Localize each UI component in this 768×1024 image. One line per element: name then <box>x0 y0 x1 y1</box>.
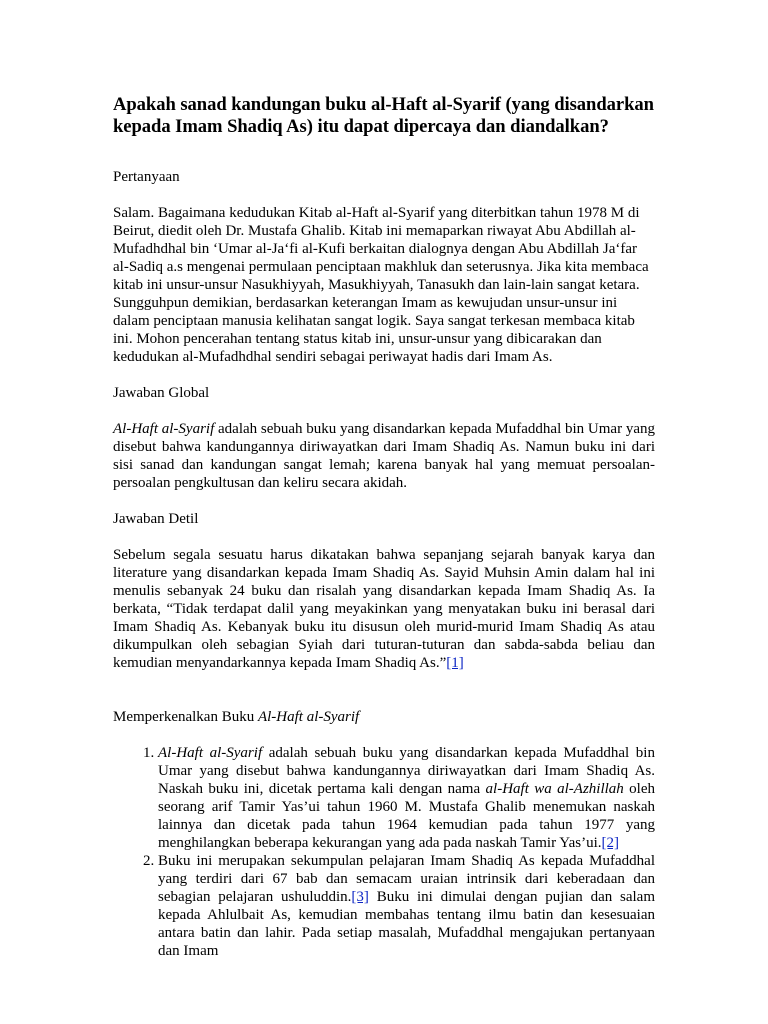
list-item-1-text-b: oleh seorang arif Tamir Yas’ui tahun 1960 M. Mustafa Ghalib menemukan naskah lainnya dan dicetak pada tahun 1964 kemudian pada tahun 1977 yang menghilangkan beberapa kekurangan yang ada pada naskah Tamir Yas’ui. <box>158 781 656 851</box>
spacer <box>113 690 655 708</box>
question-text: Salam. Bagaimana kedudukan Kitab al-Haft al-Syarif yang diterbitkan tahun 1978 M di Beirut, diedit oleh Dr. Mustafa Ghalib. Kitab ini memaparkan riwayat Abu Abdillah al-Mufadhdhal bin ‘Umar al-Ja‘fi al-Kufi berkaitan dialognya dengan Abu Abdillah Ja‘far al-Sadiq a.s mengenai permulaan penciptaan makhluk dan seterusnya. Jika kita membaca kitab ini unsur-unsur Nasukhiyyah, Masukhiyyah, Tanasukh dan lain-lain sangat ketara. Sungguhpun demikian, berdasarkan keterangan Imam as kewujudan unsur-unsur ini dalam penciptaan manusia kelihatan sangat logik. Saya sangat terkesan membaca kitab ini. Mohon pencerahan tentang status kitab ini, unsur-unsur yang dibicarakan dan kedudukan al-Mufadhdhal sendiri sebagai periwayat hadis dari Imam As. <box>113 205 649 365</box>
article-body <box>113 94 655 960</box>
global-answer-text <box>113 420 655 492</box>
list-item-1-book-title: Al-Haft al-Syarif <box>158 745 263 761</box>
intro-heading <box>113 708 655 726</box>
footnote-link-1[interactable]: [1] <box>446 655 464 671</box>
intro-heading-book-title: Al-Haft al-Syarif <box>257 709 360 725</box>
footnote-link-2[interactable]: [2] <box>601 835 620 851</box>
detail-answer-text <box>113 546 655 672</box>
list-item-2-text-b: Buku ini dimulai dengan pujian dan salam kepada Ahlulbait As, kemudian membahas tentang ilmu batin dan kesesuaian antara batin dan lahir. Pada setiap masalah, Mufaddhal mengajukan pertanyaan dan Imam <box>158 889 655 959</box>
intro-list <box>113 744 655 960</box>
detail-answer-body: Sebelum segala sesuatu harus dikatakan bahwa sepanjang sejarah banyak karya dan literature yang disandarkan kepada Imam Shadiq As. Sayid Muhsin Amin dalam hal ini menulis sebanyak 24 buku dan risalah yang disandarkan kepada Imam Shadiq As. Ia berkata, “Tidak terdapat dalil yang meyakinkan yang menyatakan buku ini berasal dari Imam Shadiq As. Kebanyak buku itu disusun oleh murid-murid Imam Shadiq As atau dikumpulkan oleh sebagian Syiah dari tuturan-tuturan dan sabda-sabda beliau dan kemudian menyandarkannya kepada Imam Shadiq As.” <box>113 547 655 671</box>
global-answer-label: Jawaban Global <box>113 385 210 401</box>
list-item-1-alt-title: al-Haft wa al-Azhillah <box>485 781 624 797</box>
page-title: Apakah sanad kandungan buku al-Haft al-Syarif (yang disandarkan kepada Imam Shadiq As) itu dapat dipercaya dan diandalkan? <box>113 94 654 137</box>
footnote-link-3[interactable]: [3] <box>351 889 369 905</box>
list-item <box>158 744 655 852</box>
list-item-1-text-a: adalah sebuah buku yang disandarkan kepada Mufaddhal bin Umar yang disebut bahwa kandungannya diriwayatkan dari Imam Shadiq As. Naskah buku ini, dicetak pertama kali dengan nama <box>158 745 655 797</box>
intro-heading-text: Memperkenalkan Buku <box>113 709 258 725</box>
list-item-2-text-a: Buku ini merupakan sekumpulan pelajaran Imam Shadiq As kepada Mufaddhal yang terdiri dari 67 bab dan semacam uraian intrinsik dari keberadaan dan sebagian pelajaran ushuluddin. <box>158 853 655 905</box>
list-item <box>158 852 655 960</box>
detail-answer-label: Jawaban Detil <box>113 511 199 527</box>
global-answer-book-title: Al-Haft al-Syarif <box>113 421 215 437</box>
question-label: Pertanyaan <box>113 169 180 185</box>
global-answer-body: adalah sebuah buku yang disandarkan kepada Mufaddhal bin Umar yang disebut bahwa kandungannya diriwayatkan dari Imam Shadiq As. Namun buku ini dari sisi sanad dan kandungan sangat lemah; karena banyak hal yang memuat persoalan-persoalan pengkultusan dan keliru secara akidah. <box>113 421 655 491</box>
